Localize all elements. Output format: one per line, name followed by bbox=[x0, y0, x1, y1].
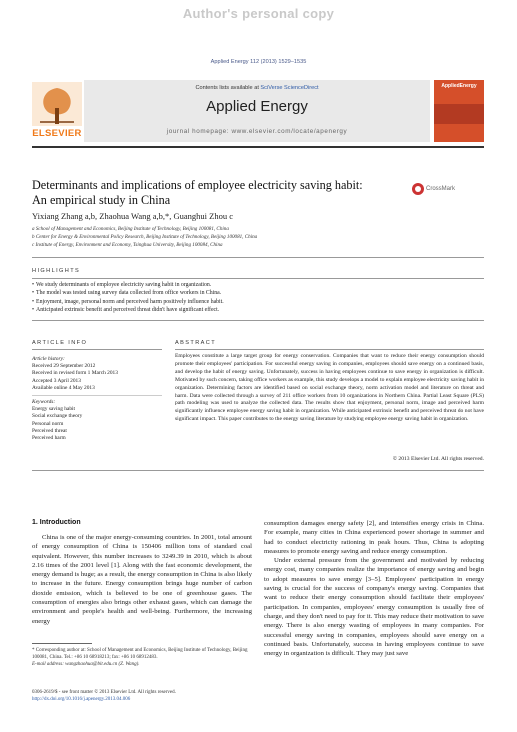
abstract-heading: ABSTRACT bbox=[175, 340, 217, 346]
history-item: Available online 4 May 2013 bbox=[32, 384, 95, 391]
elsevier-wordmark: ELSEVIER bbox=[32, 128, 82, 139]
contents-prefix: Contents lists available at bbox=[195, 85, 261, 91]
highlight-item: • Anticipated extrinsic benefit and perceived threat didn't have significant effect. bbox=[32, 306, 484, 314]
divider bbox=[32, 320, 484, 321]
journal-title: Applied Energy bbox=[206, 98, 308, 115]
footnote-text: * Corresponding author at: School of Management and Economics, Beijing Institute of Technology, Beijing 100081, China. Tel.: +86 10 68918213; fax: +86 10 68912483. bbox=[32, 648, 248, 660]
author-list: Yixiang Zhang a,b, Zhaohua Wang a,b,*, Guanghui Zhou c bbox=[32, 211, 233, 221]
issn-block bbox=[32, 690, 252, 704]
footnote-email[interactable]: E-mail address: wangzhaohua@bit.edu.cn (Z. Wang). bbox=[32, 661, 140, 667]
footnote-rule bbox=[32, 643, 92, 644]
journal-homepage[interactable]: journal homepage: www.elsevier.com/locate/apenergy bbox=[166, 128, 348, 135]
watermark: Author's personal copy bbox=[182, 6, 335, 21]
body-paragraph: Under external pressure from the government and motivated by reducing energy cost, many companies realize the importance of energy saving and begin to adopt measures to save energy [3–5]. Employees' participation in energy saving is crucial for the success of company's energy saving. Companies that want to reduce their energy consumption should facilitate their employees' participation. In companies, employees' energy consumption is usually free of charge, and they don't need to pay for it. This may reduce their motivation to save energy. There is also energy wasting of employees in many companies. For successful energy saving in companies, employees should save energy on a continued basis. Unfortunately, success in having employees continue to save energy in organization is difficult. They may just save bbox=[264, 557, 484, 658]
divider bbox=[32, 395, 162, 396]
sciencedirect-link[interactable]: SciVerse ScienceDirect bbox=[260, 85, 319, 91]
body-paragraph: consumption damages energy safety [2], and intensifies energy crisis in China. For example, many cities in China experienced power shortage in summer and had to conduct electricity rationing in peak hours. Thus, China is adopting measures to promote energy saving and reduce energy consumption. bbox=[264, 520, 484, 555]
crossmark-badge[interactable] bbox=[412, 180, 484, 194]
section-heading: 1. Introduction bbox=[32, 519, 81, 526]
keyword: Perceived harm bbox=[32, 435, 66, 442]
keyword: Energy saving habit bbox=[32, 406, 76, 413]
abstract-rule bbox=[175, 349, 484, 350]
abstract-text: Employees constitute a large target group for energy conservation. Companies that want to reduce their energy consumption should promote their employees' participation. For successful energy saving in companies, employees should save energy on a continued basis, and develop the habit of energy saving. Unfortunately, success in having employees continue to save energy in organization is difficult. Motivated by such concern, taking office workers as example, this study develops a model to explain employee electricity saving habit in organization. Determining factors are identified based on social exchange theory, norm activation model and literature on threat and harm. Data were collected through a survey of 211 office workers from 10 organizations in Northern China. Partial Least Square (PLS) path modeling was used to analyze the collected data. The results show that enjoyment, personal norm, image and perceived harm significantly influence employee energy saving habit in organization. While anticipated extrinsic benefit and perceived threat do not have significant impact. This paper contributes to the energy saving literature by studying employee energy saving habit in organization. bbox=[175, 353, 484, 423]
highlights-list bbox=[32, 281, 484, 314]
keywords-label: Keywords: bbox=[32, 399, 56, 406]
affiliation-b: b Center for Energy & Environmental Policy Research, Beijing Institute of Technology, Beijing 100081, China bbox=[32, 234, 258, 240]
highlight-item: • Enjoyment, image, personal norm and perceived harm positively influence habit. bbox=[32, 298, 484, 306]
keyword: Social exchange theory bbox=[32, 413, 83, 420]
highlights-heading: HIGHLIGHTS bbox=[32, 268, 81, 274]
highlight-item: • We study determinants of employee electricity saving habit in organization. bbox=[32, 281, 484, 289]
article-info-heading: ARTICLE INFO bbox=[32, 340, 88, 346]
doi-link[interactable]: http://dx.doi.org/10.1016/j.apenergy.2013.04.006 bbox=[32, 696, 131, 702]
issn-line: 0306-2619/$ - see front matter © 2013 Elsevier Ltd. All rights reserved. bbox=[32, 690, 176, 695]
header-rule bbox=[32, 146, 484, 148]
journal-cover-title: AppliedEnergy bbox=[441, 83, 477, 89]
body-right-column bbox=[264, 519, 484, 658]
divider bbox=[32, 470, 484, 471]
article-history bbox=[32, 356, 162, 442]
keyword: Personal norm bbox=[32, 420, 64, 427]
journal-reference[interactable]: Applied Energy 112 (2013) 1529–1535 bbox=[210, 59, 307, 65]
history-item: Received 29 September 2012 bbox=[32, 363, 96, 370]
history-item: Accepted 3 April 2013 bbox=[32, 377, 81, 384]
article-title-line2: An empirical study in China bbox=[32, 193, 171, 207]
body-paragraph: China is one of the major energy-consuming countries. In 2001, total amount of energy consumption of China is 150406 million tons of standard coal equivalent. However, this number increases to 3249.39 in 2010, which is about 2.16 times of the 2001 level [1]. Along with the fast economic development, the energy demand is huge; as a result, the energy consumption in China is also likely to increase in the future. Energy consumption brings huge number of carbon dioxide emission, which is believed to be one of greenhouse gases. The consumption of energies also brings other exhaust gases, which can damage the environment and people's health and well-being. Furthermore, the increasing energy bbox=[32, 534, 252, 625]
divider bbox=[32, 257, 484, 258]
history-item: Received in revised form 1 March 2013 bbox=[32, 370, 118, 377]
highlights-rule bbox=[32, 278, 484, 279]
corresponding-author-footnote bbox=[32, 648, 252, 668]
affiliation-c: c Institute of Energy, Environment and Economy, Tsinghua University, Beijing 100084, China bbox=[32, 242, 223, 248]
body-left-column bbox=[32, 533, 252, 626]
history-label: Article history: bbox=[32, 356, 65, 362]
copyright-notice: © 2013 Elsevier Ltd. All rights reserved. bbox=[392, 456, 484, 462]
contents-line bbox=[84, 85, 430, 91]
journal-cover-band bbox=[434, 104, 484, 124]
affiliation-a: a School of Management and Economics, Beijing Institute of Technology, Beijing 100081, China bbox=[32, 226, 229, 232]
crossmark-icon bbox=[412, 183, 424, 195]
article-title-line1: Determinants and implications of employee electricity saving habit: bbox=[32, 178, 363, 192]
article-info-rule bbox=[32, 349, 162, 350]
highlight-item: • The model was tested using survey data collected from office workers in China. bbox=[32, 289, 484, 297]
keyword: Perceived threat bbox=[32, 427, 67, 434]
article-title bbox=[32, 178, 402, 208]
crossmark-label: CrossMark bbox=[426, 186, 456, 193]
